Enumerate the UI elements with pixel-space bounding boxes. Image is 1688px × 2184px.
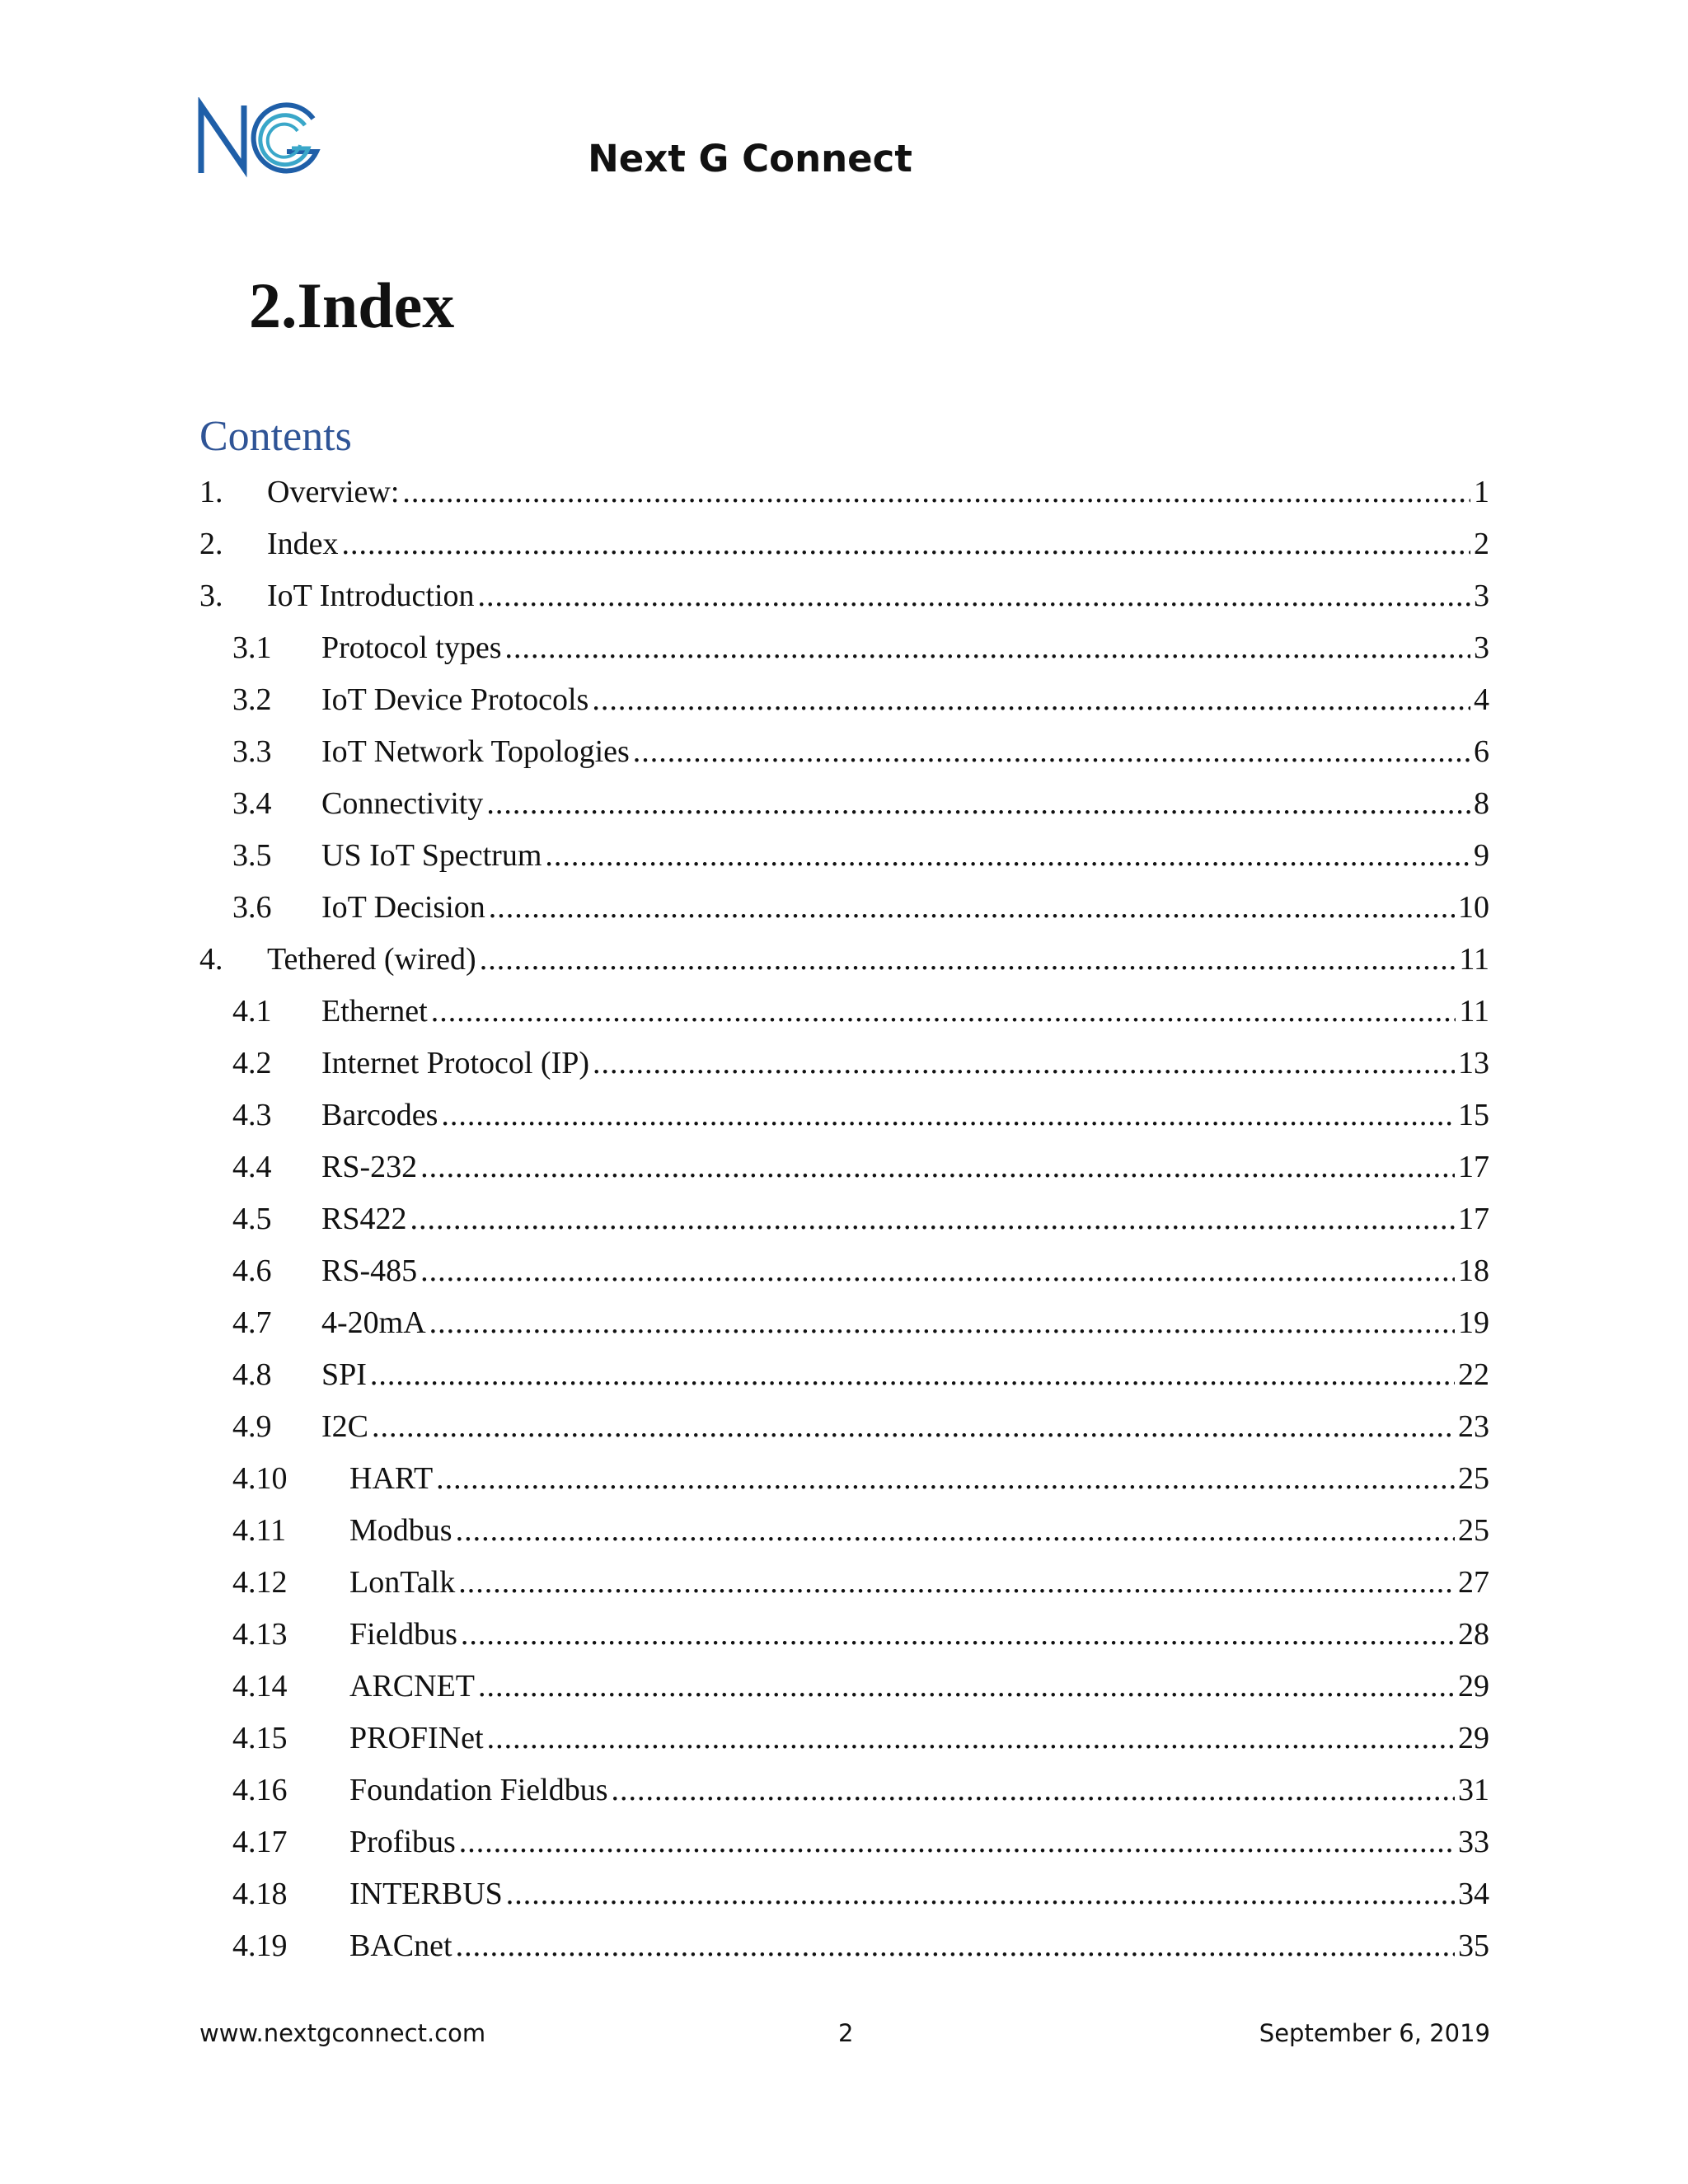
toc-dot-leader: [478, 578, 1470, 614]
toc-entry-number: 4.2: [232, 1045, 272, 1080]
toc-entry[interactable]: [199, 829, 1489, 881]
contents-heading: Contents: [199, 413, 352, 460]
toc-entry[interactable]: [199, 777, 1489, 829]
toc-entry-number: 4.: [199, 941, 223, 977]
toc-entry[interactable]: [199, 1037, 1489, 1089]
toc-entry-page: 27: [1458, 1564, 1489, 1600]
toc-entry-number: 3.3: [232, 733, 272, 769]
toc-entry-number: 4.8: [232, 1357, 272, 1392]
toc-entry[interactable]: [199, 518, 1489, 569]
toc-entry-page: 6: [1474, 733, 1489, 769]
toc-entry-page: 33: [1458, 1824, 1489, 1859]
toc-entry-title: Profibus: [349, 1824, 456, 1859]
toc-entry-page: 13: [1458, 1045, 1489, 1080]
toc-entry[interactable]: [199, 569, 1489, 621]
toc-entry-title: RS422: [321, 1201, 407, 1236]
toc-entry[interactable]: [199, 1348, 1489, 1400]
toc-entry-page: 4: [1474, 682, 1489, 717]
toc-entry-title: Fieldbus: [349, 1616, 457, 1652]
toc-entry-page: 17: [1458, 1201, 1489, 1236]
toc-entry-page: 25: [1458, 1460, 1489, 1496]
toc-dot-leader: [410, 1201, 1455, 1237]
toc-dot-leader: [504, 630, 1470, 666]
toc-dot-leader: [342, 526, 1470, 562]
toc-entry-number: 3.1: [232, 630, 272, 665]
toc-entry-number: 4.1: [232, 993, 272, 1029]
toc-entry-title: Foundation Fieldbus: [349, 1772, 608, 1807]
toc-entry-page: 8: [1474, 785, 1489, 821]
toc-entry[interactable]: [199, 1244, 1489, 1296]
toc-entry[interactable]: [199, 1764, 1489, 1816]
toc-entry-number: 4.3: [232, 1097, 272, 1132]
toc-entry-number: 4.19: [232, 1928, 288, 1963]
toc-dot-leader: [458, 1564, 1455, 1601]
toc-entry[interactable]: [199, 1193, 1489, 1244]
toc-dot-leader: [459, 1824, 1455, 1860]
toc-dot-leader: [456, 1512, 1455, 1549]
toc-dot-leader: [456, 1928, 1455, 1964]
toc-entry[interactable]: [199, 1608, 1489, 1660]
toc-dot-leader: [633, 733, 1470, 770]
toc-dot-leader: [592, 682, 1470, 718]
toc-entry-title: HART: [349, 1460, 434, 1496]
toc-dot-leader: [545, 837, 1470, 874]
toc-entry-title: BACnet: [349, 1928, 452, 1963]
toc-entry-title: IoT Network Topologies: [321, 733, 630, 769]
document-header-title: Next G Connect: [588, 137, 912, 180]
toc-entry-title: IoT Introduction: [267, 578, 475, 613]
toc-entry-page: 2: [1474, 526, 1489, 561]
toc-entry-title: IoT Decision: [321, 889, 485, 925]
toc-entry-title: Index: [267, 526, 339, 561]
toc-dot-leader: [420, 1149, 1455, 1185]
toc-entry-page: 9: [1474, 837, 1489, 873]
toc-entry-number: 4.4: [232, 1149, 272, 1184]
toc-entry[interactable]: [199, 1141, 1489, 1193]
toc-entry[interactable]: [199, 1400, 1489, 1452]
toc-entry[interactable]: [199, 621, 1489, 673]
toc-dot-leader: [431, 993, 1456, 1029]
toc-entry[interactable]: [199, 1816, 1489, 1868]
footer-page-number: 2: [838, 2019, 854, 2047]
toc-dot-leader: [478, 1668, 1455, 1704]
toc-entry-page: 11: [1459, 941, 1489, 977]
toc-dot-leader: [420, 1253, 1455, 1289]
toc-entry-title: Ethernet: [321, 993, 428, 1029]
toc-entry-number: 4.12: [232, 1564, 288, 1600]
toc-entry-title: Internet Protocol (IP): [321, 1045, 590, 1080]
toc-entry-number: 4.5: [232, 1201, 272, 1236]
toc-entry-number: 4.13: [232, 1616, 288, 1652]
toc-entry-number: 4.7: [232, 1305, 272, 1340]
toc-entry-title: SPI: [321, 1357, 367, 1392]
toc-entry-number: 3.4: [232, 785, 272, 821]
toc-entry-page: 10: [1458, 889, 1489, 925]
toc-dot-leader: [486, 785, 1470, 822]
toc-entry[interactable]: [199, 466, 1489, 518]
toc-entry-page: 19: [1458, 1305, 1489, 1340]
toc-entry-title: IoT Device Protocols: [321, 682, 589, 717]
toc-entry-title: Connectivity: [321, 785, 484, 821]
toc-entry-number: 4.9: [232, 1408, 272, 1444]
toc-entry-number: 4.14: [232, 1668, 288, 1704]
toc-entry-title: RS-232: [321, 1149, 418, 1184]
toc-dot-leader: [612, 1772, 1455, 1808]
toc-entry-page: 29: [1458, 1720, 1489, 1755]
toc-entry-number: 3.2: [232, 682, 272, 717]
toc-dot-leader: [506, 1876, 1455, 1912]
toc-entry-number: 3.5: [232, 837, 272, 873]
toc-entry-number: 4.6: [232, 1253, 272, 1288]
toc-entry-title: INTERBUS: [349, 1876, 503, 1911]
toc-entry[interactable]: [199, 1504, 1489, 1556]
toc-entry-title: Overview:: [267, 474, 400, 509]
toc-entry-page: 31: [1458, 1772, 1489, 1807]
table-of-contents: [199, 466, 1489, 1971]
toc-entry-number: 4.18: [232, 1876, 288, 1911]
toc-entry[interactable]: [199, 1919, 1489, 1971]
toc-dot-leader: [372, 1408, 1455, 1445]
toc-entry-title: 4-20mA: [321, 1305, 426, 1340]
toc-entry-page: 3: [1474, 578, 1489, 613]
toc-entry-page: 15: [1458, 1097, 1489, 1132]
toc-entry-title: ARCNET: [349, 1668, 475, 1704]
toc-entry-page: 17: [1458, 1149, 1489, 1184]
toc-dot-leader: [429, 1305, 1455, 1341]
toc-entry[interactable]: [199, 1660, 1489, 1712]
toc-entry[interactable]: [199, 1296, 1489, 1348]
section-heading: 2.Index: [249, 269, 455, 341]
toc-dot-leader: [461, 1616, 1455, 1652]
toc-dot-leader: [593, 1045, 1455, 1081]
toc-entry-page: 25: [1458, 1512, 1489, 1548]
toc-entry-number: 4.11: [232, 1512, 287, 1548]
toc-entry-title: Tethered (wired): [267, 941, 476, 977]
toc-entry[interactable]: [199, 725, 1489, 777]
toc-entry[interactable]: [199, 673, 1489, 725]
toc-entry-page: 29: [1458, 1668, 1489, 1704]
toc-entry-number: 4.17: [232, 1824, 288, 1859]
footer-date: September 6, 2019: [1259, 2019, 1490, 2047]
toc-entry-page: 3: [1474, 630, 1489, 665]
footer-website: www.nextgconnect.com: [199, 2019, 486, 2047]
toc-entry-page: 23: [1458, 1408, 1489, 1444]
toc-entry-title: Barcodes: [321, 1097, 438, 1132]
toc-entry-number: 3.6: [232, 889, 272, 925]
toc-entry-page: 35: [1458, 1928, 1489, 1963]
toc-entry-page: 28: [1458, 1616, 1489, 1652]
toc-dot-leader: [436, 1460, 1455, 1497]
toc-entry-number: 3.: [199, 578, 223, 613]
toc-dot-leader: [370, 1357, 1455, 1393]
toc-entry-title: LonTalk: [349, 1564, 456, 1600]
toc-entry[interactable]: [199, 1452, 1489, 1504]
toc-entry-page: 34: [1458, 1876, 1489, 1911]
toc-entry-number: 4.15: [232, 1720, 288, 1755]
toc-entry-number: 2.: [199, 526, 223, 561]
toc-entry-page: 18: [1458, 1253, 1489, 1288]
toc-entry-title: PROFINet: [349, 1720, 484, 1755]
toc-entry[interactable]: [199, 933, 1489, 985]
toc-entry[interactable]: [199, 1089, 1489, 1141]
toc-entry-title: I2C: [321, 1408, 368, 1444]
toc-entry[interactable]: [199, 985, 1489, 1037]
toc-dot-leader: [402, 474, 1470, 510]
toc-entry-number: 1.: [199, 474, 223, 509]
toc-entry-title: RS-485: [321, 1253, 418, 1288]
toc-entry-number: 4.10: [232, 1460, 288, 1496]
toc-dot-leader: [480, 941, 1456, 977]
toc-entry-title: Modbus: [349, 1512, 452, 1548]
toc-entry[interactable]: [199, 1868, 1489, 1919]
toc-entry[interactable]: [199, 881, 1489, 933]
toc-entry-page: 1: [1474, 474, 1489, 509]
toc-entry-page: 11: [1459, 993, 1489, 1029]
toc-entry-page: 22: [1458, 1357, 1489, 1392]
toc-dot-leader: [487, 1720, 1455, 1756]
toc-entry-number: 4.16: [232, 1772, 288, 1807]
toc-dot-leader: [441, 1097, 1455, 1133]
toc-entry-title: Protocol types: [321, 630, 502, 665]
toc-entry-title: US IoT Spectrum: [321, 837, 542, 873]
toc-entry[interactable]: [199, 1712, 1489, 1764]
toc-dot-leader: [489, 889, 1455, 926]
toc-entry[interactable]: [199, 1556, 1489, 1608]
